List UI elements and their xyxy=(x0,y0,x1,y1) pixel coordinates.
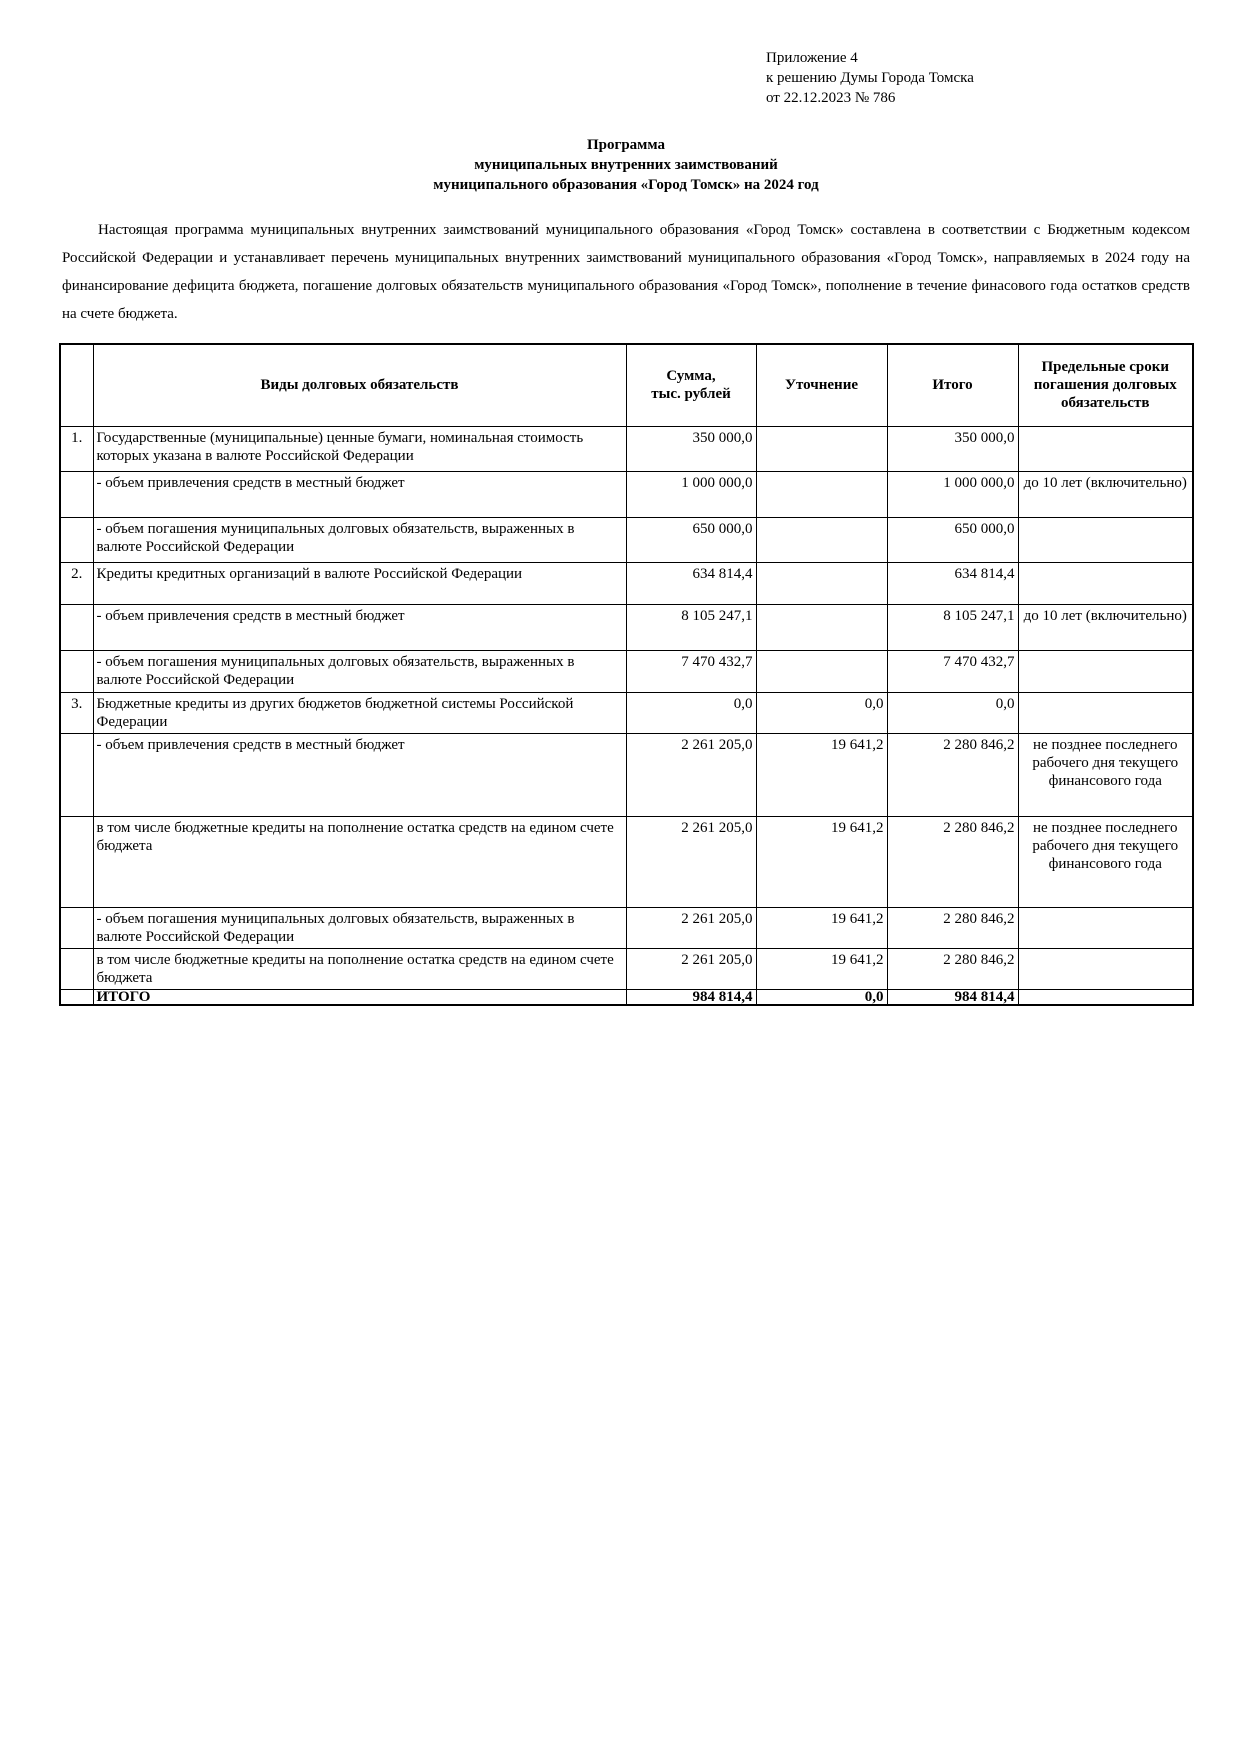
intro-paragraph: Настоящая программа муниципальных внутренних заимствований муниципального образования «Город Томск» составлена в соответствии с Бюджетным кодексом Российской Федерации и устанавливает перечень муниципальных внутренних заимствований муниципального образования «Город Томск», направляемых в 2024 году на финансирование дефицита бюджета, погашение долговых обязательств муниципального образования «Город Томск», пополнение в течение финасового года остатков средств на счете бюджета. xyxy=(62,222,1190,322)
row-total: 2 280 846,2 xyxy=(887,733,1018,816)
row-term: до 10 лет (включительно) xyxy=(1018,471,1193,517)
row-sum: 634 814,4 xyxy=(626,562,756,604)
row-debt-type: Кредиты кредитных организаций в валюте Российской Федерации xyxy=(93,562,626,604)
header-terms: Предельные сроки погашения долговых обязательств xyxy=(1018,344,1193,426)
appendix-line: Приложение 4 xyxy=(766,50,858,66)
header-clarification: Уточнение xyxy=(756,344,887,426)
total-total: 984 814,4 xyxy=(887,989,1018,1005)
row-clarification xyxy=(756,517,887,562)
row-total: 1 000 000,0 xyxy=(887,471,1018,517)
table-row xyxy=(60,650,1193,692)
row-total: 8 105 247,1 xyxy=(887,604,1018,650)
row-sum: 2 261 205,0 xyxy=(626,816,756,907)
table-total-row xyxy=(60,989,1193,1005)
table-row xyxy=(60,471,1193,517)
row-debt-type: Бюджетные кредиты из других бюджетов бюджетной системы Российской Федерации xyxy=(93,692,626,733)
row-term: до 10 лет (включительно) xyxy=(1018,604,1193,650)
row-number: 1. xyxy=(60,426,93,471)
row-sum: 0,0 xyxy=(626,692,756,733)
row-clarification xyxy=(756,426,887,471)
table-header-row xyxy=(60,344,1193,426)
row-debt-type: - объем погашения муниципальных долговых обязательств, выраженных в валюте Российской Федерации xyxy=(93,517,626,562)
header-number xyxy=(60,344,93,426)
row-term xyxy=(1018,650,1193,692)
row-sum: 8 105 247,1 xyxy=(626,604,756,650)
row-term xyxy=(1018,948,1193,989)
total-label: ИТОГО xyxy=(93,989,626,1005)
row-number: 3. xyxy=(60,692,93,733)
row-sum: 1 000 000,0 xyxy=(626,471,756,517)
row-debt-type: в том числе бюджетные кредиты на пополнение остатка средств на едином счете бюджета xyxy=(93,948,626,989)
row-total: 2 280 846,2 xyxy=(887,948,1018,989)
appendix-reference xyxy=(766,48,974,108)
title-line: муниципальных внутренних заимствований xyxy=(474,157,778,173)
header-debt-type: Виды долговых обязательств xyxy=(93,344,626,426)
table-row xyxy=(60,562,1193,604)
table-row xyxy=(60,517,1193,562)
total-number xyxy=(60,989,93,1005)
table-row xyxy=(60,733,1193,816)
header-sum-line: Сумма, xyxy=(666,368,716,385)
row-debt-type: - объем погашения муниципальных долговых обязательств, выраженных в валюте Российской Федерации xyxy=(93,907,626,948)
table-row xyxy=(60,948,1193,989)
row-clarification: 19 641,2 xyxy=(756,733,887,816)
document-title xyxy=(60,135,1192,195)
appendix-line: к решению Думы Города Томска xyxy=(766,70,974,86)
row-clarification: 19 641,2 xyxy=(756,907,887,948)
row-clarification xyxy=(756,562,887,604)
row-debt-type: - объем погашения муниципальных долговых обязательств, выраженных в валюте Российской Федерации xyxy=(93,650,626,692)
row-debt-type: Государственные (муниципальные) ценные бумаги, номинальная стоимость которых указана в валюте Российской Федерации xyxy=(93,426,626,471)
row-total: 350 000,0 xyxy=(887,426,1018,471)
row-debt-type: - объем привлечения средств в местный бюджет xyxy=(93,604,626,650)
row-sum: 650 000,0 xyxy=(626,517,756,562)
row-clarification: 0,0 xyxy=(756,692,887,733)
row-total: 0,0 xyxy=(887,692,1018,733)
row-sum: 2 261 205,0 xyxy=(626,948,756,989)
row-sum: 350 000,0 xyxy=(626,426,756,471)
header-sum-line: тыс. рублей xyxy=(651,386,731,403)
row-term xyxy=(1018,517,1193,562)
header-total: Итого xyxy=(887,344,1018,426)
title-line: муниципального образования «Город Томск» на 2024 год xyxy=(433,177,819,193)
row-total: 7 470 432,7 xyxy=(887,650,1018,692)
row-term xyxy=(1018,692,1193,733)
total-clarification: 0,0 xyxy=(756,989,887,1005)
row-total: 2 280 846,2 xyxy=(887,907,1018,948)
row-term xyxy=(1018,426,1193,471)
total-sum: 984 814,4 xyxy=(626,989,756,1005)
row-number xyxy=(60,517,93,562)
table-row xyxy=(60,426,1193,471)
row-number xyxy=(60,948,93,989)
row-number xyxy=(60,733,93,816)
row-debt-type: - объем привлечения средств в местный бюджет xyxy=(93,471,626,517)
row-debt-type: - объем привлечения средств в местный бюджет xyxy=(93,733,626,816)
table-row xyxy=(60,907,1193,948)
total-term xyxy=(1018,989,1193,1005)
row-sum: 2 261 205,0 xyxy=(626,733,756,816)
row-term xyxy=(1018,907,1193,948)
row-clarification xyxy=(756,604,887,650)
row-sum: 2 261 205,0 xyxy=(626,907,756,948)
row-debt-type: в том числе бюджетные кредиты на пополнение остатка средств на едином счете бюджета xyxy=(93,816,626,907)
row-total: 650 000,0 xyxy=(887,517,1018,562)
row-term xyxy=(1018,562,1193,604)
table-row xyxy=(60,816,1193,907)
row-sum: 7 470 432,7 xyxy=(626,650,756,692)
row-number xyxy=(60,471,93,517)
row-term: не позднее последнего рабочего дня текущего финансового года xyxy=(1018,733,1193,816)
row-clarification xyxy=(756,650,887,692)
row-total: 2 280 846,2 xyxy=(887,816,1018,907)
table-row xyxy=(60,604,1193,650)
borrowing-table xyxy=(59,343,1194,1006)
row-number xyxy=(60,816,93,907)
title-line: Программа xyxy=(587,137,665,153)
appendix-line: от 22.12.2023 № 786 xyxy=(766,90,896,106)
row-number xyxy=(60,907,93,948)
row-number xyxy=(60,604,93,650)
row-clarification xyxy=(756,471,887,517)
row-total: 634 814,4 xyxy=(887,562,1018,604)
header-sum xyxy=(626,344,756,426)
row-clarification: 19 641,2 xyxy=(756,948,887,989)
row-number: 2. xyxy=(60,562,93,604)
row-number xyxy=(60,650,93,692)
row-term: не позднее последнего рабочего дня текущего финансового года xyxy=(1018,816,1193,907)
table-row xyxy=(60,692,1193,733)
row-clarification: 19 641,2 xyxy=(756,816,887,907)
